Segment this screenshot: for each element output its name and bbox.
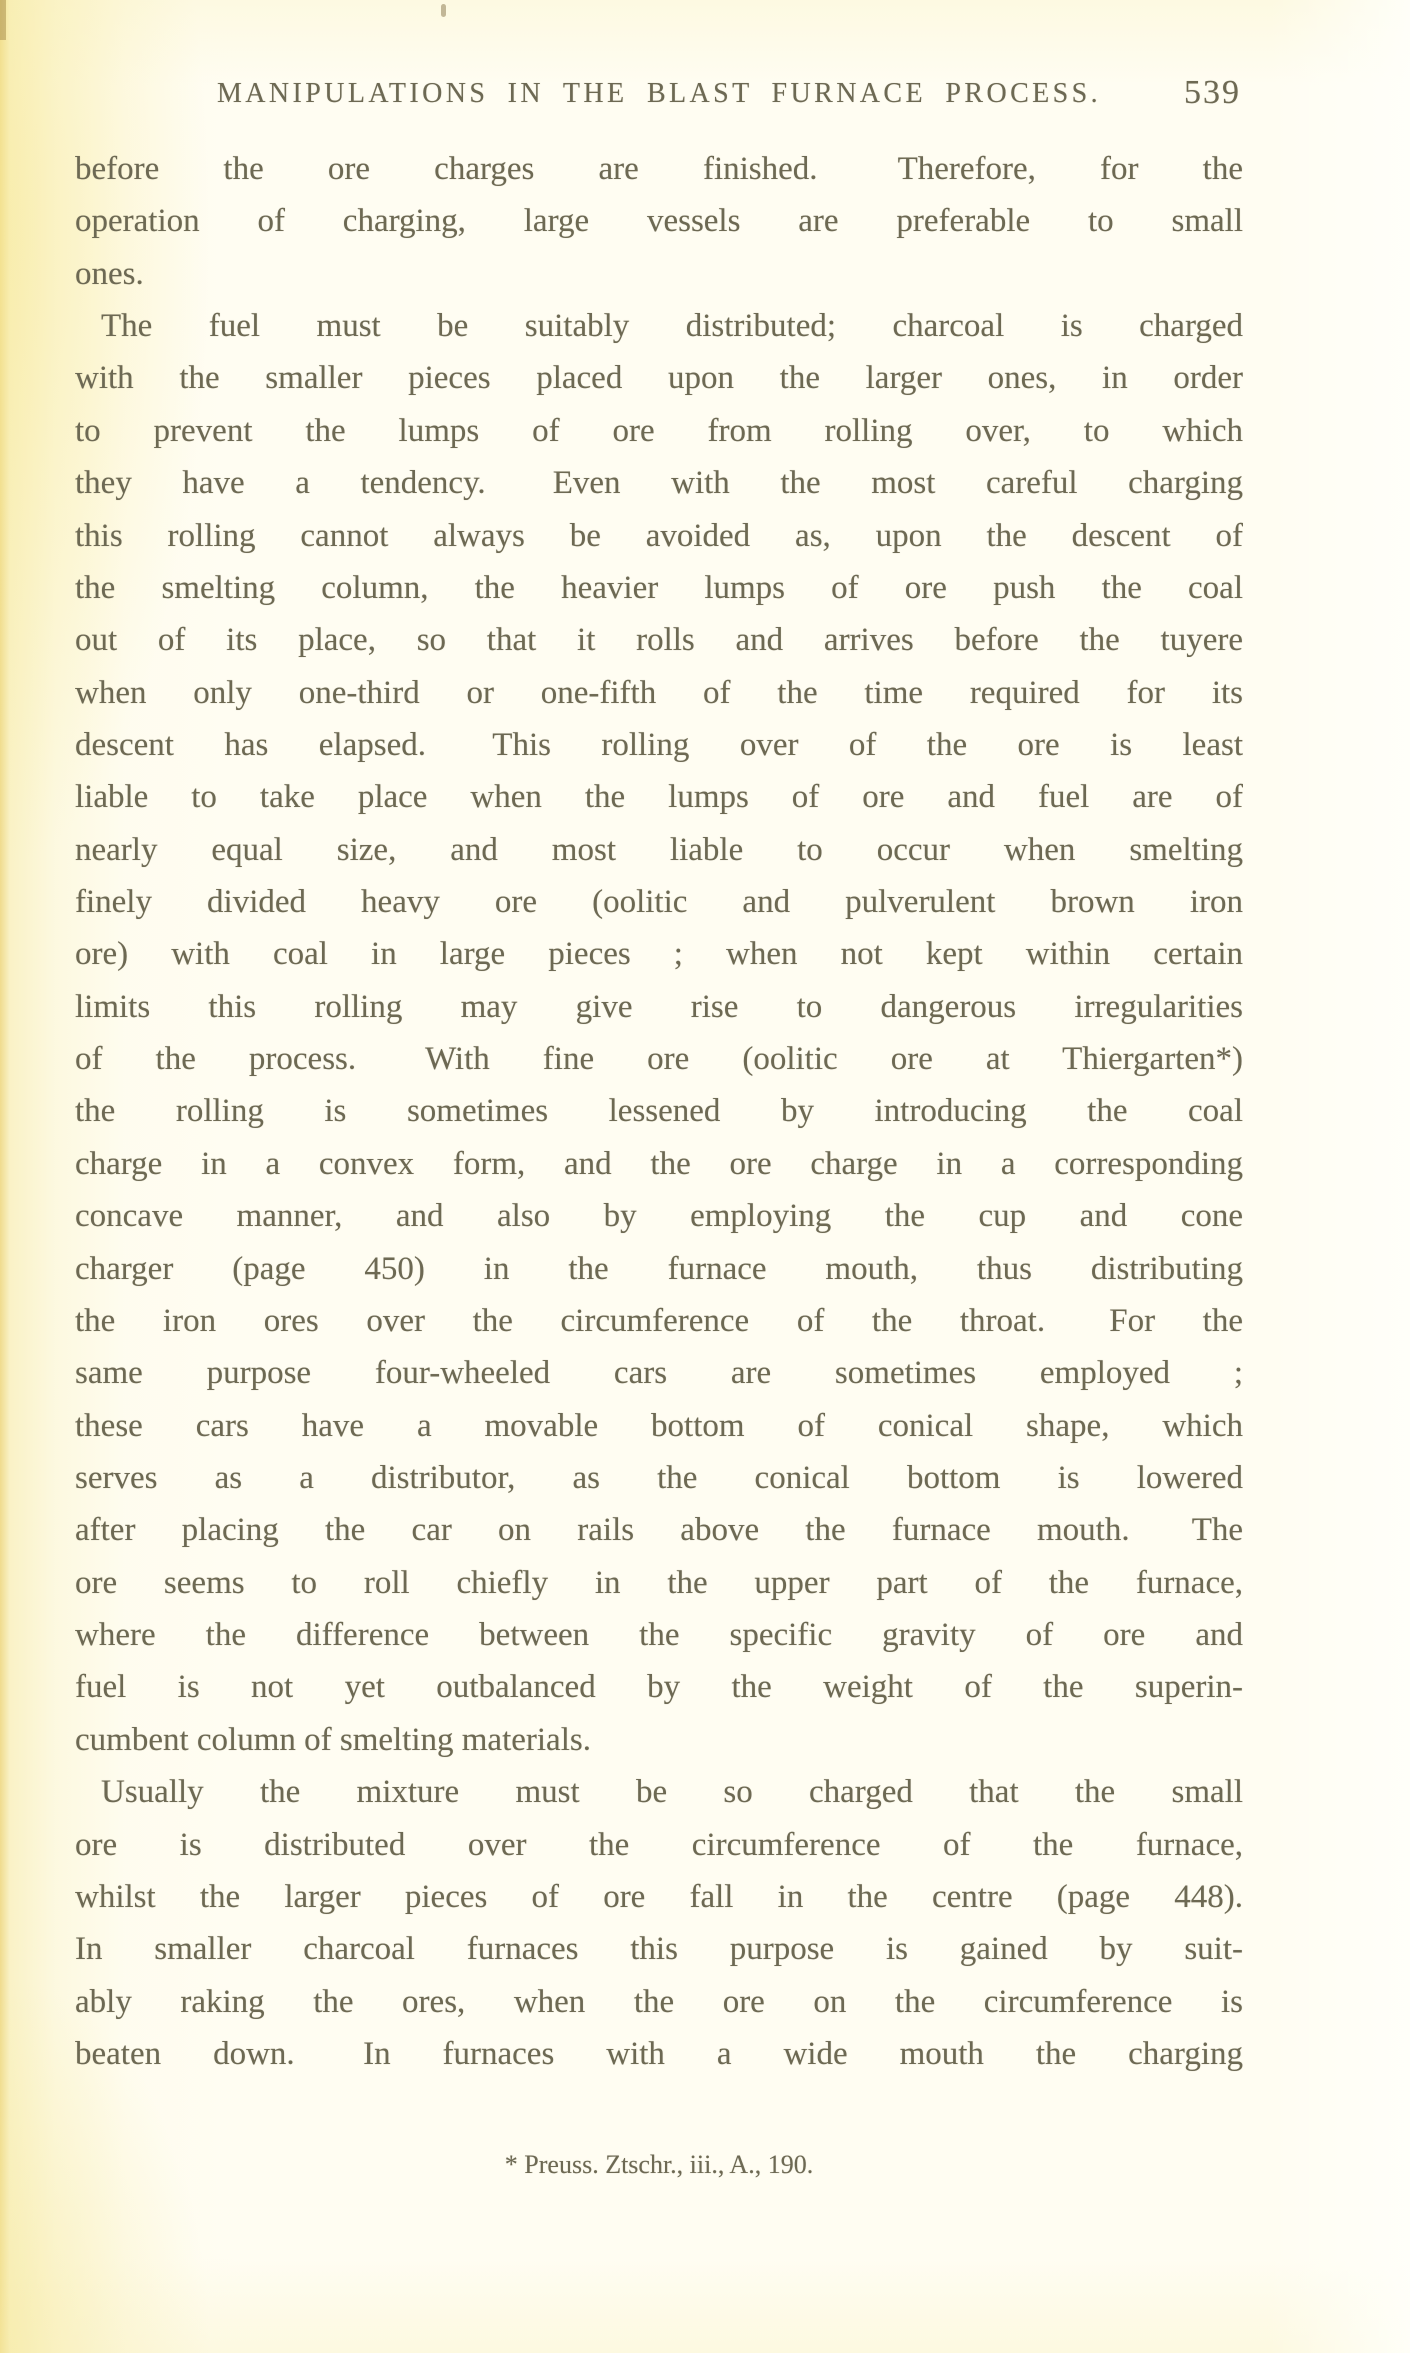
text-line: serves as a distributor, as the conical bottom is lowered	[75, 1459, 1243, 1496]
page-number: 539	[1184, 74, 1241, 111]
ink-speck	[441, 4, 446, 17]
running-head: MANIPULATIONS IN THE BLAST FURNACE PROCESS.	[216, 78, 1102, 109]
text-line: finely divided heavy ore (oolitic and pulverulent brown iron	[75, 884, 1243, 921]
text-line: of the process. With fine ore (oolitic ore at Thiergarten*)	[75, 1041, 1243, 1078]
text-line: whilst the larger pieces of ore fall in the centre (page 448).	[75, 1878, 1243, 1915]
text-line: ore) with coal in large pieces ; when not kept within certain	[75, 936, 1243, 973]
text-line: liable to take place when the lumps of ore and fuel are of	[75, 779, 1243, 816]
text-line: they have a tendency. Even with the most careful charging	[75, 465, 1243, 502]
paragraph	[75, 300, 1243, 1766]
text-line: Usually the mixture must be so charged that the small	[101, 1774, 1243, 1811]
binding-edge	[0, 0, 6, 40]
text-line: fuel is not yet outbalanced by the weight of the superin-	[75, 1669, 1243, 1706]
text-line: concave manner, and also by employing the cup and cone	[75, 1198, 1243, 1235]
text-line: ones.	[75, 255, 144, 292]
text-line: the smelting column, the heavier lumps of ore push the coal	[75, 569, 1243, 606]
text-line: descent has elapsed. This rolling over of the ore is least	[75, 726, 1243, 763]
text-line: out of its place, so that it rolls and arrives before the tuyere	[75, 622, 1243, 659]
text-line: ore is distributed over the circumference of the furnace,	[75, 1826, 1243, 1863]
text-line: charger (page 450) in the furnace mouth, thus distributing	[75, 1250, 1243, 1287]
text-line: these cars have a movable bottom of conical shape, which	[75, 1407, 1243, 1444]
paragraph	[75, 1766, 1243, 2080]
text-line: the rolling is sometimes lessened by introducing the coal	[75, 1093, 1243, 1130]
text-line: the iron ores over the circumference of the throat. For the	[75, 1302, 1243, 1339]
text-line: with the smaller pieces placed upon the larger ones, in order	[75, 360, 1243, 397]
footnote: * Preuss. Ztschr., iii., A., 190.	[504, 2150, 814, 2179]
text-line: ore seems to roll chiefly in the upper part of the furnace,	[75, 1564, 1243, 1601]
text-line: when only one-third or one-fifth of the time required for its	[75, 674, 1243, 711]
text-line: where the difference between the specific gravity of ore and	[75, 1617, 1243, 1654]
text-line: this rolling cannot always be avoided as, upon the descent of	[75, 517, 1243, 554]
text-line: same purpose four-wheeled cars are sometimes employed ;	[75, 1355, 1243, 1392]
text-line: nearly equal size, and most liable to occur when smelting	[75, 831, 1243, 868]
paragraph	[75, 143, 1243, 300]
text-line: after placing the car on rails above the furnace mouth. The	[75, 1512, 1243, 1549]
text-line: charge in a convex form, and the ore charge in a corresponding	[75, 1145, 1243, 1182]
text-line: cumbent column of smelting materials.	[75, 1721, 591, 1758]
text-line: operation of charging, large vessels are preferable to small	[75, 203, 1243, 240]
body-text	[75, 143, 1243, 2080]
text-line: limits this rolling may give rise to dangerous irregularities	[75, 988, 1243, 1025]
text-line: The fuel must be suitably distributed; charcoal is charged	[101, 308, 1243, 345]
text-line: to prevent the lumps of ore from rolling over, to which	[75, 412, 1243, 449]
text-line: In smaller charcoal furnaces this purpose is gained by suit-	[75, 1931, 1243, 1968]
text-line: beaten down. In furnaces with a wide mouth the charging	[75, 2035, 1243, 2072]
page-header	[75, 74, 1243, 122]
text-line: before the ore charges are finished. Therefore, for the	[75, 151, 1243, 187]
text-line: ably raking the ores, when the ore on the circumference is	[75, 1983, 1243, 2020]
